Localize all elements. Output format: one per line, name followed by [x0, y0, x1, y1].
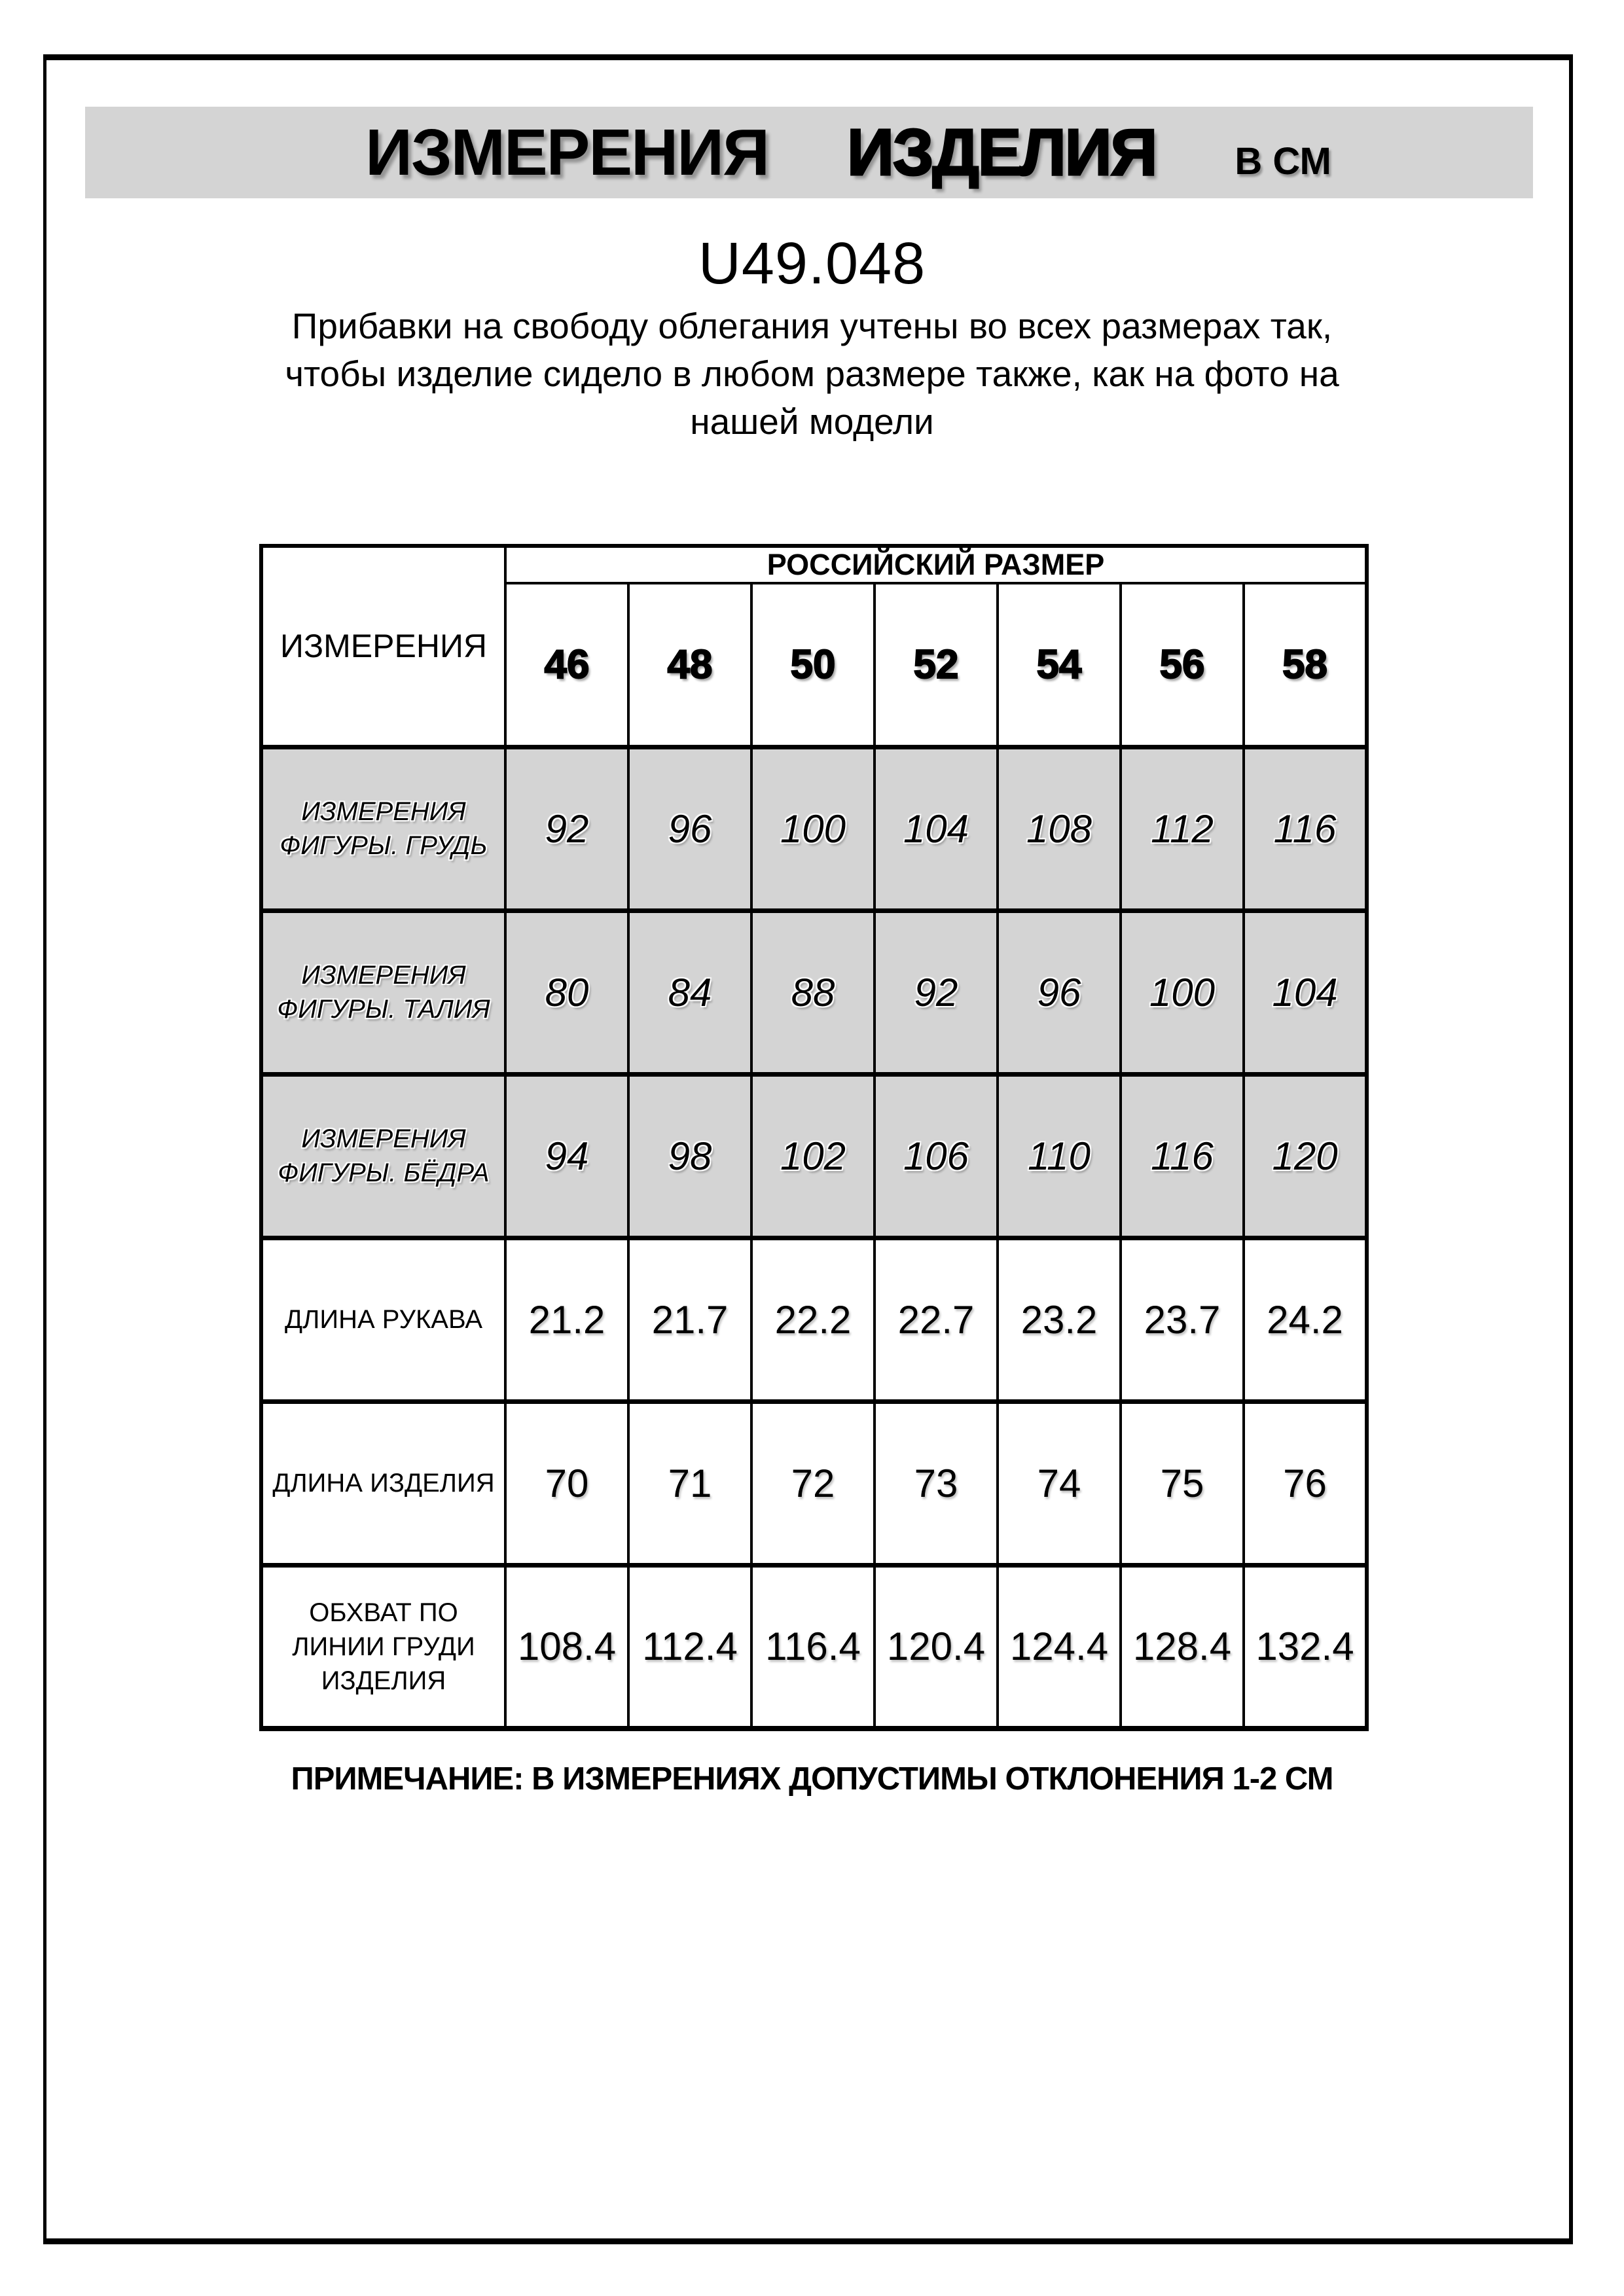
value-cell: 128.4: [1121, 1565, 1244, 1729]
value-cell: 116: [1244, 747, 1367, 910]
size-col-header: 48: [628, 583, 751, 747]
table-row-figure-waist: [261, 910, 1367, 1074]
size-col-header: 52: [875, 583, 998, 747]
value-cell: 21.2: [505, 1238, 628, 1401]
value-cell: 75: [1121, 1401, 1244, 1565]
title-unit-cm: В СМ: [1235, 139, 1331, 183]
value-cell: 100: [751, 747, 875, 910]
description-line: чтобы изделие сидело в любом размере также, как на фото на: [285, 353, 1339, 394]
table-row-figure-hips: [261, 1074, 1367, 1238]
value-cell: 102: [751, 1074, 875, 1238]
value-cell: 120.4: [875, 1565, 998, 1729]
row-label: ОБХВАТ ПО ЛИНИИ ГРУДИ ИЗДЕЛИЯ: [261, 1565, 505, 1729]
row-label: ИЗМЕРЕНИЯ ФИГУРЫ. ГРУДЬ: [261, 747, 505, 910]
size-col-header: 58: [1244, 583, 1367, 747]
table-row-sleeve-length: [261, 1238, 1367, 1401]
value-cell: 22.2: [751, 1238, 875, 1401]
value-cell: 22.7: [875, 1238, 998, 1401]
value-cell: 116: [1121, 1074, 1244, 1238]
value-cell: 132.4: [1244, 1565, 1367, 1729]
row-label: ИЗМЕРЕНИЯ ФИГУРЫ. ТАЛИЯ: [261, 910, 505, 1074]
description-paragraph: [0, 302, 1624, 446]
title-word-measurements: ИЗМЕРЕНИЯ: [365, 115, 769, 189]
value-cell: 104: [1244, 910, 1367, 1074]
value-cell: 74: [998, 1401, 1121, 1565]
description-line: нашей модели: [690, 401, 934, 442]
value-cell: 98: [628, 1074, 751, 1238]
value-cell: 71: [628, 1401, 751, 1565]
value-cell: 92: [875, 910, 998, 1074]
value-cell: 24.2: [1244, 1238, 1367, 1401]
value-cell: 120: [1244, 1074, 1367, 1238]
table-row-product-length: [261, 1401, 1367, 1565]
value-cell: 72: [751, 1401, 875, 1565]
value-cell: 70: [505, 1401, 628, 1565]
table-row-figure-chest: [261, 747, 1367, 910]
value-cell: 108: [998, 747, 1121, 910]
value-cell: 76: [1244, 1401, 1367, 1565]
value-cell: 100: [1121, 910, 1244, 1074]
size-col-header: 50: [751, 583, 875, 747]
value-cell: 110: [998, 1074, 1121, 1238]
title-word-product: ИЗДЕЛИЯ: [847, 115, 1157, 189]
size-col-header: 56: [1121, 583, 1244, 747]
footer-note: ПРИМЕЧАНИЕ: В ИЗМЕРЕНИЯХ ДОПУСТИМЫ ОТКЛОНЕНИЯ 1-2 СМ: [291, 1761, 1333, 1797]
size-col-header: 54: [998, 583, 1121, 747]
value-cell: 73: [875, 1401, 998, 1565]
size-col-header: 46: [505, 583, 628, 747]
value-cell: 84: [628, 910, 751, 1074]
row-label: ДЛИНА РУКАВА: [261, 1238, 505, 1401]
value-cell: 96: [998, 910, 1121, 1074]
value-cell: 94: [505, 1074, 628, 1238]
group-header-russian-size: РОССИЙСКИЙ РАЗМЕР: [505, 546, 1367, 583]
table-row-chest-girth: [261, 1565, 1367, 1729]
value-cell: 104: [875, 747, 998, 910]
description-line: Прибавки на свободу облегания учтены во всех размерах так,: [291, 306, 1333, 346]
value-cell: 112: [1121, 747, 1244, 910]
row-label: ДЛИНА ИЗДЕЛИЯ: [261, 1401, 505, 1565]
value-cell: 92: [505, 747, 628, 910]
title-bar: [85, 107, 1533, 198]
value-cell: 108.4: [505, 1565, 628, 1729]
value-cell: 80: [505, 910, 628, 1074]
value-cell: 116.4: [751, 1565, 875, 1729]
value-cell: 23.2: [998, 1238, 1121, 1401]
value-cell: 106: [875, 1074, 998, 1238]
corner-header-measurements: ИЗМЕРЕНИЯ: [261, 546, 505, 747]
value-cell: 96: [628, 747, 751, 910]
value-cell: 88: [751, 910, 875, 1074]
article-number: U49.048: [698, 231, 926, 296]
value-cell: 112.4: [628, 1565, 751, 1729]
value-cell: 23.7: [1121, 1238, 1244, 1401]
size-table: [259, 544, 1369, 1731]
value-cell: 21.7: [628, 1238, 751, 1401]
value-cell: 124.4: [998, 1565, 1121, 1729]
table-header-group-row: [261, 546, 1367, 583]
row-label: ИЗМЕРЕНИЯ ФИГУРЫ. БЁДРА: [261, 1074, 505, 1238]
